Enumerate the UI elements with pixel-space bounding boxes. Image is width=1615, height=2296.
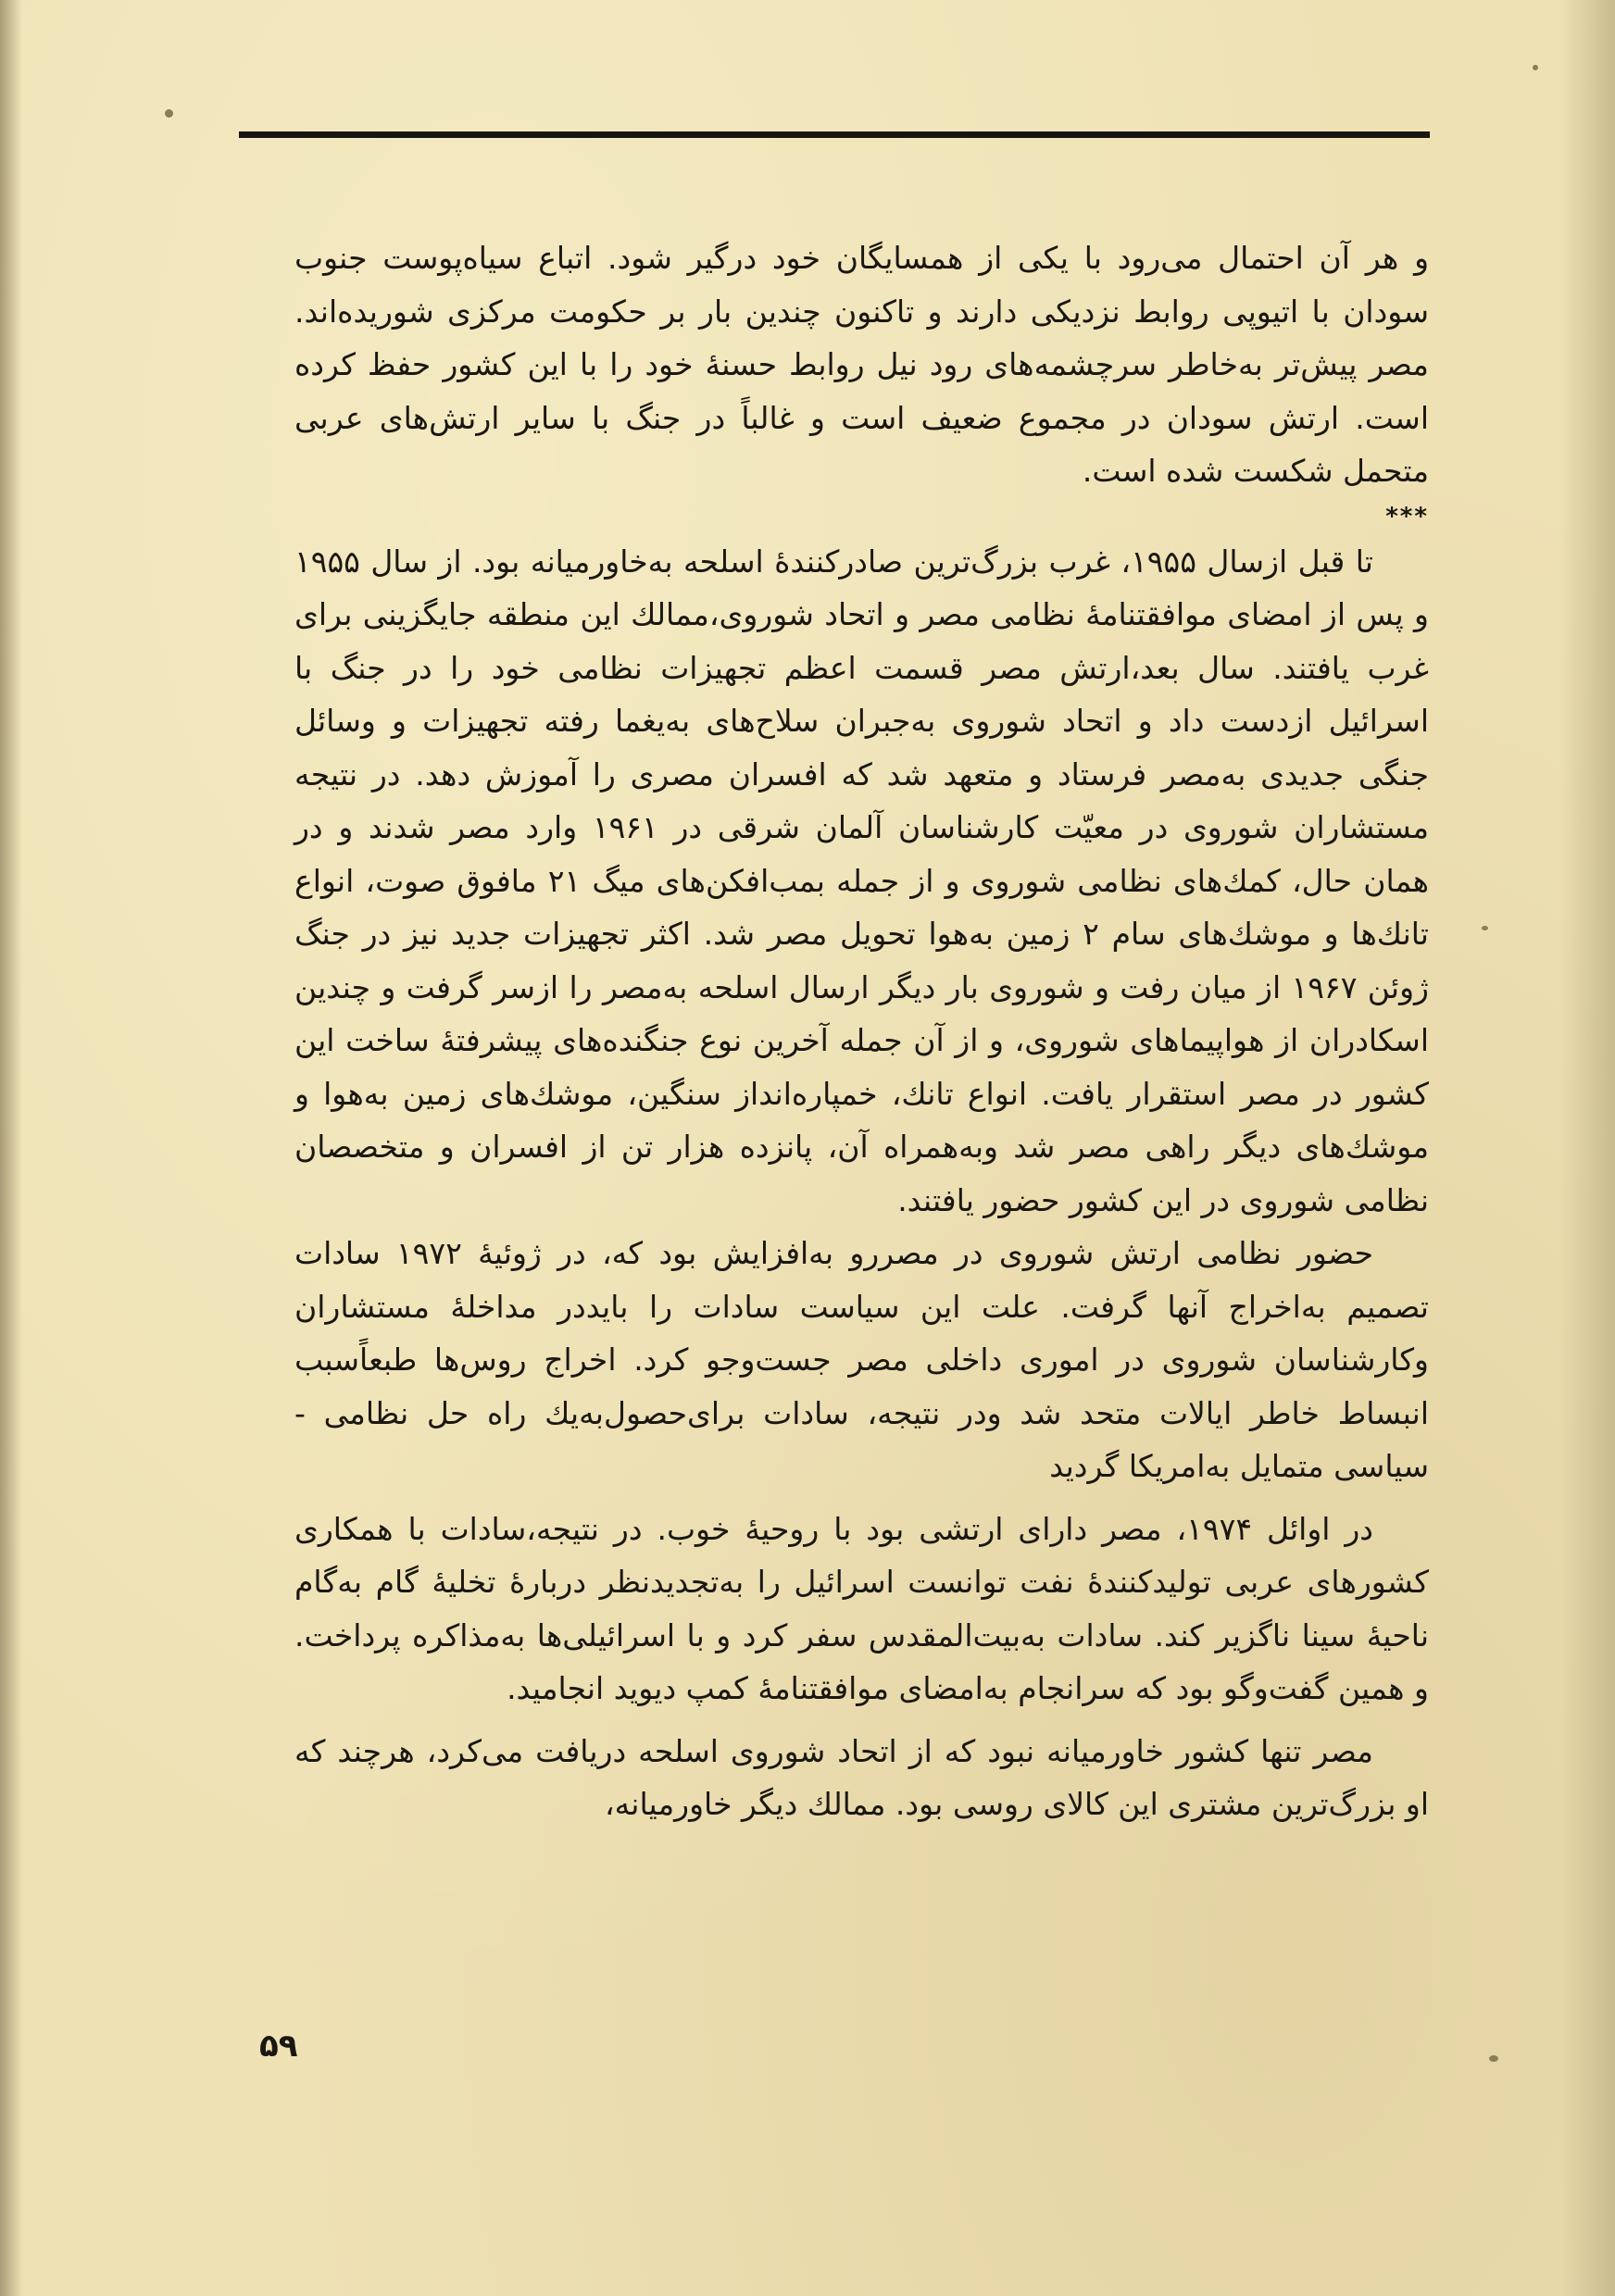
- paper-speck: [1482, 926, 1488, 930]
- body-text: [294, 231, 1429, 1831]
- header-rule: [239, 131, 1430, 138]
- paper-speck: [1489, 2055, 1498, 2062]
- page-right-edge: [1559, 0, 1615, 2296]
- paragraph-soviet-expulsion: حضور نظامی ارتش شوروی در مصررو به‌افزایش بود که، در ژوئیهٔ ۱۹۷۲ سادات تصمیم به‌اخراج آنها گرفت. علت این سیاست سادات را بایددر مداخلهٔ مستشاران وکارشناسان شوروی در اموری داخلی مصر جست‌وجو کرد. اخراج روس‌ها طبعاًسبب انبساط خاطر ایالات متحد شد ودر نتیجه، سادات برای‌حصول‌به‌یك راه حل نظامی - سیاسی متمایل به‌امریکا گردید: [294, 1235, 1429, 1484]
- paper-speck: [165, 109, 173, 118]
- page-left-shadow: [0, 0, 22, 2296]
- page-number: ۵۹: [259, 2028, 298, 2065]
- paragraph-camp-david: در اوائل ۱۹۷۴، مصر دارای ارتشی بود با روحیهٔ خوب. در نتیجه،سادات با همکاری کشورهای عربی تولیدکنندهٔ نفت توانست اسرائیل را به‌تجدیدنظر دربارهٔ تخلیهٔ گام به‌گام ناحیهٔ سینا ناگزیر کند. سادات به‌بیت‌المقدس سفر کرد و با اسرائیلی‌ها به‌مذاکره پرداخت. و همین گفت‌وگو بود که سرانجام به‌امضای موافقتنامهٔ کمپ دیوید انجامید.: [294, 1510, 1429, 1706]
- paper-speck: [1533, 65, 1538, 70]
- paragraph-other-states: مصر تنها کشور خاورمیانه نبود که از اتحاد شوروی اسلحه دریافت می‌کرد، هرچند که او بزرگ‌ترین مشتری این کالای روسی بود. ممالك دیگر خاورمیانه،: [294, 1732, 1429, 1822]
- paragraph-continued: و هر آن احتمال می‌رود با یکی از همسایگان خود درگیر شود. اتباع سیاه‌پوست جنوب سودان با اتیوپی روابط نزدیکی دارند و تاکنون چندین بار بر حکومت مرکزی شوریده‌اند. مصر پیش‌تر به‌خاطر سرچشمه‌های رود نیل روابط حسنهٔ خود را با این کشور حفظ کرده است. ارتش سودان در مجموع ضعیف است و غالباً در جنگ با سایر ارتش‌های عربی متحمل شکست شده است.: [294, 240, 1429, 489]
- paragraph-arms-history: تا قبل ازسال ۱۹۵۵، غرب بزرگ‌ترین صادرکنندهٔ اسلحه به‌خاورمیانه بود. از سال ۱۹۵۵ و پس از امضای موافقتنامهٔ نظامی مصر و اتحاد شوروی،ممالك این منطقه جایگزینی برای غرب یافتند. سال بعد،ارتش مصر قسمت اعظم تجهیزات نظامی خود را در جنگ با اسرائیل ازدست داد و اتحاد شوروی به‌جبران سلاح‌های به‌یغما رفته تجهیزات و وسائل جنگی جدیدی به‌مصر فرستاد و متعهد شد که افسران مصری را آموزش دهد. در نتیجه مستشاران شوروی در معیّت کارشناسان آلمان شرقی در ۱۹۶۱ وارد مصر شدند و در همان حال، کمك‌های نظامی شوروی و از جمله بمب‌افکن‌های میگ ۲۱ مافوق صوت، انواع تانك‌ها و موشك‌های سام ۲ زمین به‌هوا تحویل مصر شد. اکثر تجهیزات جدید نیز در جنگ ژوئن ۱۹۶۷ از میان رفت و شوروی بار دیگر ارسال اسلحه به‌مصر را ازسر گرفت و چندین اسکادران از هواپیماهای شوروی، و از آن جمله آخرین نوع جنگنده‌های پیشرفتهٔ ساخت این کشور در مصر استقرار یافت. انواع تانك، خمپاره‌انداز سنگین، موشك‌های زمین به‌هوا و موشك‌های دیگر راهی مصر شد وبه‌همراه آن، پانزده هزار تن از افسران و متخصصان نظامی شوروی در این کشور حضور یافتند.: [294, 543, 1429, 1218]
- section-separator: ***: [1385, 502, 1429, 530]
